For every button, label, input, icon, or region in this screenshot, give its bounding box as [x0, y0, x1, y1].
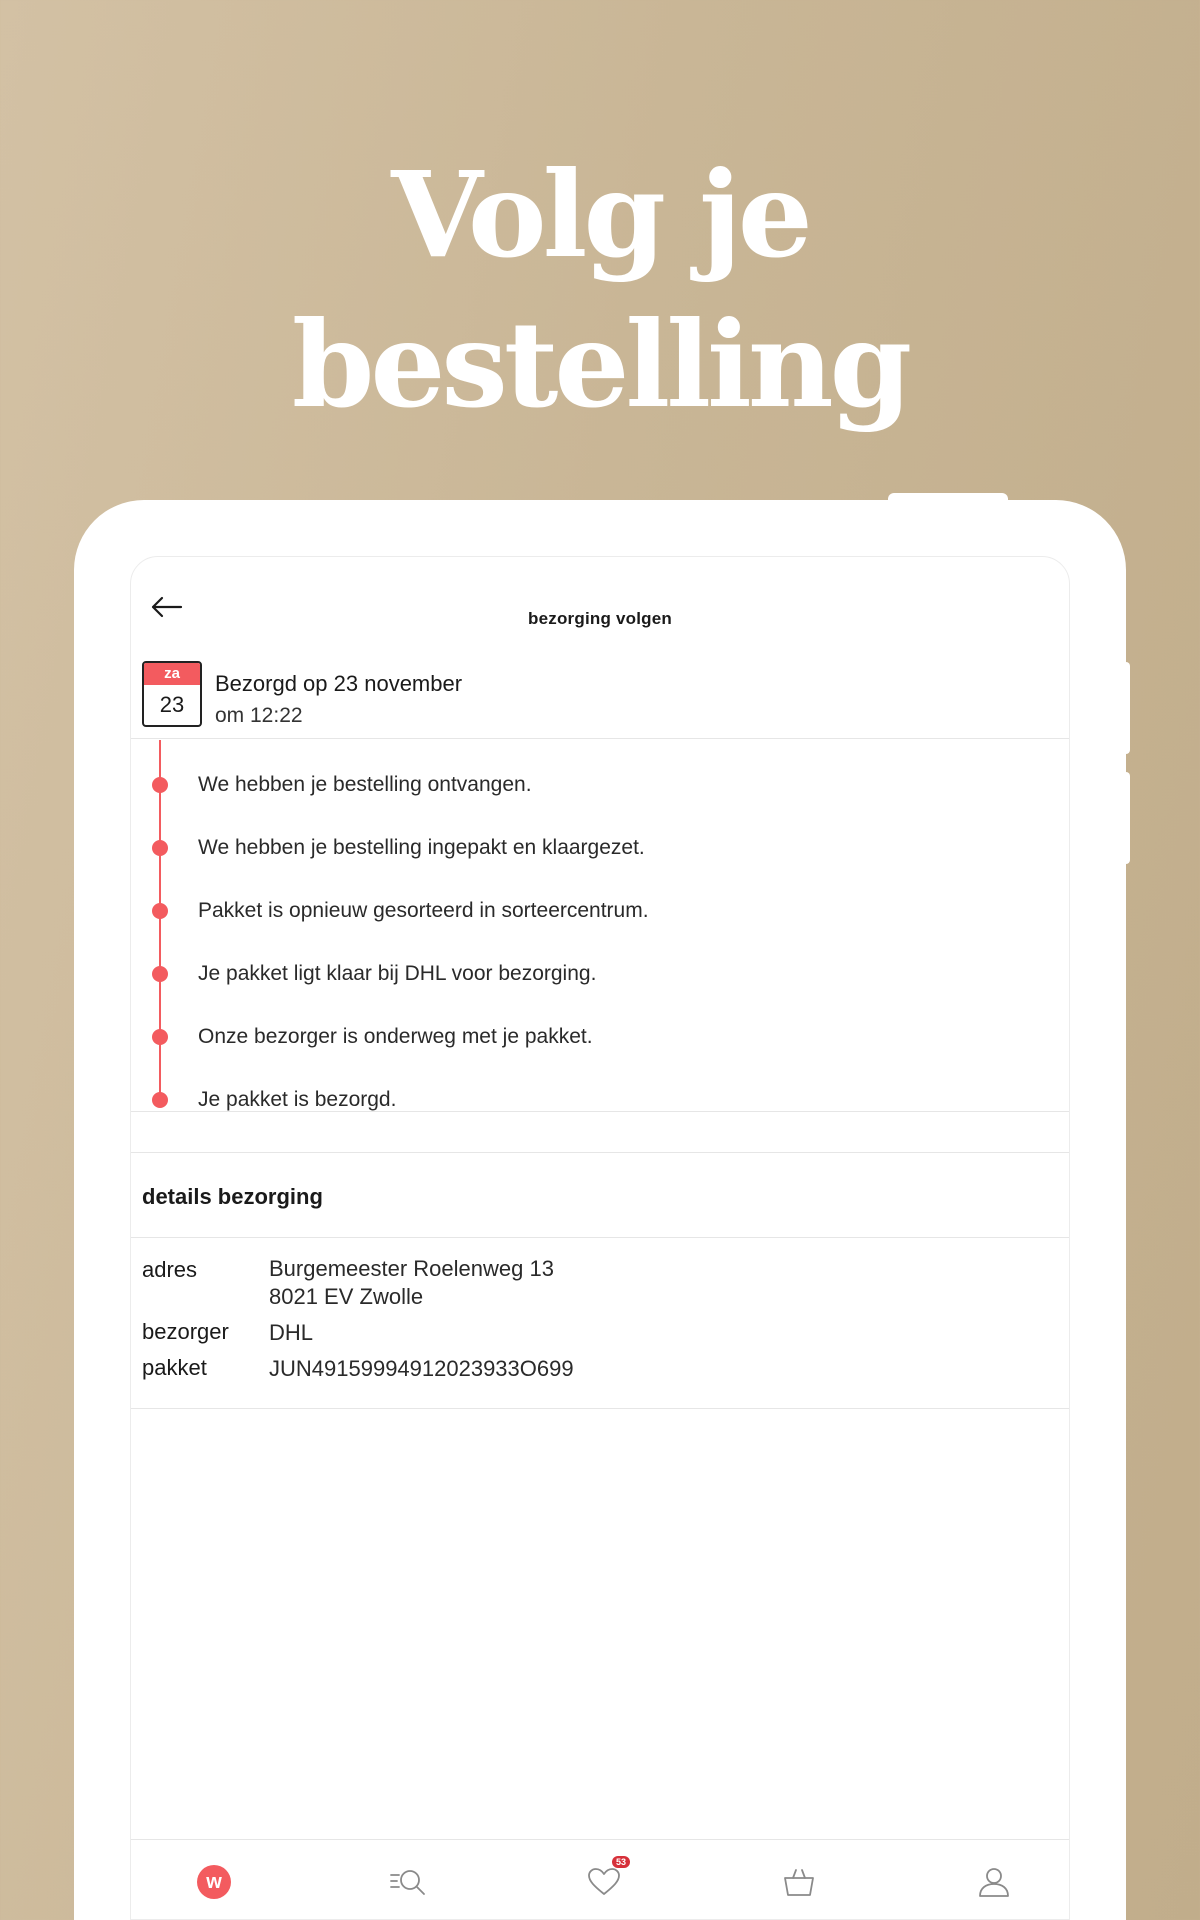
timeline-text: Je pakket is bezorgd.	[198, 1088, 397, 1111]
timeline-dot	[152, 903, 168, 919]
timeline-item	[131, 891, 1069, 931]
wehkamp-logo-icon: w	[197, 1865, 231, 1899]
person-icon	[977, 1866, 1011, 1898]
headline-line-1: Volg je	[391, 145, 809, 284]
delivery-status	[131, 661, 1069, 739]
tablet-volume-up-button	[1120, 662, 1130, 754]
timeline-text: Je pakket ligt klaar bij DHL voor bezorging.	[198, 962, 597, 985]
timeline-dot	[152, 840, 168, 856]
timeline-item	[131, 1017, 1069, 1057]
nav-home[interactable]	[194, 1862, 234, 1902]
address-line-2: 8021 EV Zwolle	[269, 1284, 424, 1309]
tablet-volume-down-button	[1120, 772, 1130, 864]
timeline-item	[131, 954, 1069, 994]
wishlist-badge: 53	[612, 1856, 630, 1868]
timeline-item	[131, 765, 1069, 805]
details-title: details bezorging	[142, 1184, 323, 1209]
basket-icon	[782, 1866, 816, 1898]
carrier-label: bezorger	[142, 1319, 229, 1344]
heart-icon	[587, 1867, 621, 1897]
package-value: JUN49159994912023933O699	[269, 1356, 574, 1381]
calendar-icon	[142, 661, 202, 727]
address-line-1: Burgemeester Roelenweg 13	[269, 1256, 554, 1281]
timeline-text: We hebben je bestelling ontvangen.	[198, 773, 532, 796]
app-bar	[131, 557, 1069, 661]
timeline-dot	[152, 1029, 168, 1045]
headline	[0, 140, 1200, 440]
details-header	[131, 1154, 1069, 1238]
status-time: om 12:22	[215, 704, 303, 727]
bottom-nav	[131, 1839, 1069, 1920]
carrier-value: DHL	[269, 1320, 314, 1345]
status-title: Bezorgd op 23 november	[215, 671, 463, 696]
package-label: pakket	[142, 1355, 207, 1380]
section-divider	[131, 1113, 1069, 1153]
timeline-item	[131, 828, 1069, 868]
timeline-dot	[152, 1092, 168, 1108]
timeline-text: Onze bezorger is onderweg met je pakket.	[198, 1025, 593, 1048]
nav-wishlist[interactable]	[584, 1857, 626, 1902]
app-screen	[130, 556, 1070, 1920]
nav-basket[interactable]	[779, 1862, 819, 1902]
page-title: bezorging volgen	[528, 609, 672, 628]
timeline-dot	[152, 966, 168, 982]
calendar-day: za	[144, 663, 200, 685]
calendar-date: 23	[159, 692, 185, 717]
headline-line-2: bestelling	[291, 295, 909, 434]
nav-search[interactable]	[389, 1862, 429, 1902]
nav-account[interactable]	[974, 1862, 1014, 1902]
search-list-icon	[389, 1866, 429, 1898]
tablet-power-button	[888, 493, 1008, 507]
timeline-dot	[152, 777, 168, 793]
tracking-timeline	[131, 740, 1069, 1112]
timeline-text: We hebben je bestelling ingepakt en klaargezet.	[198, 836, 645, 859]
address-label: adres	[142, 1257, 198, 1282]
details-body	[131, 1239, 1069, 1409]
timeline-text: Pakket is opnieuw gesorteerd in sorteercentrum.	[198, 899, 649, 922]
